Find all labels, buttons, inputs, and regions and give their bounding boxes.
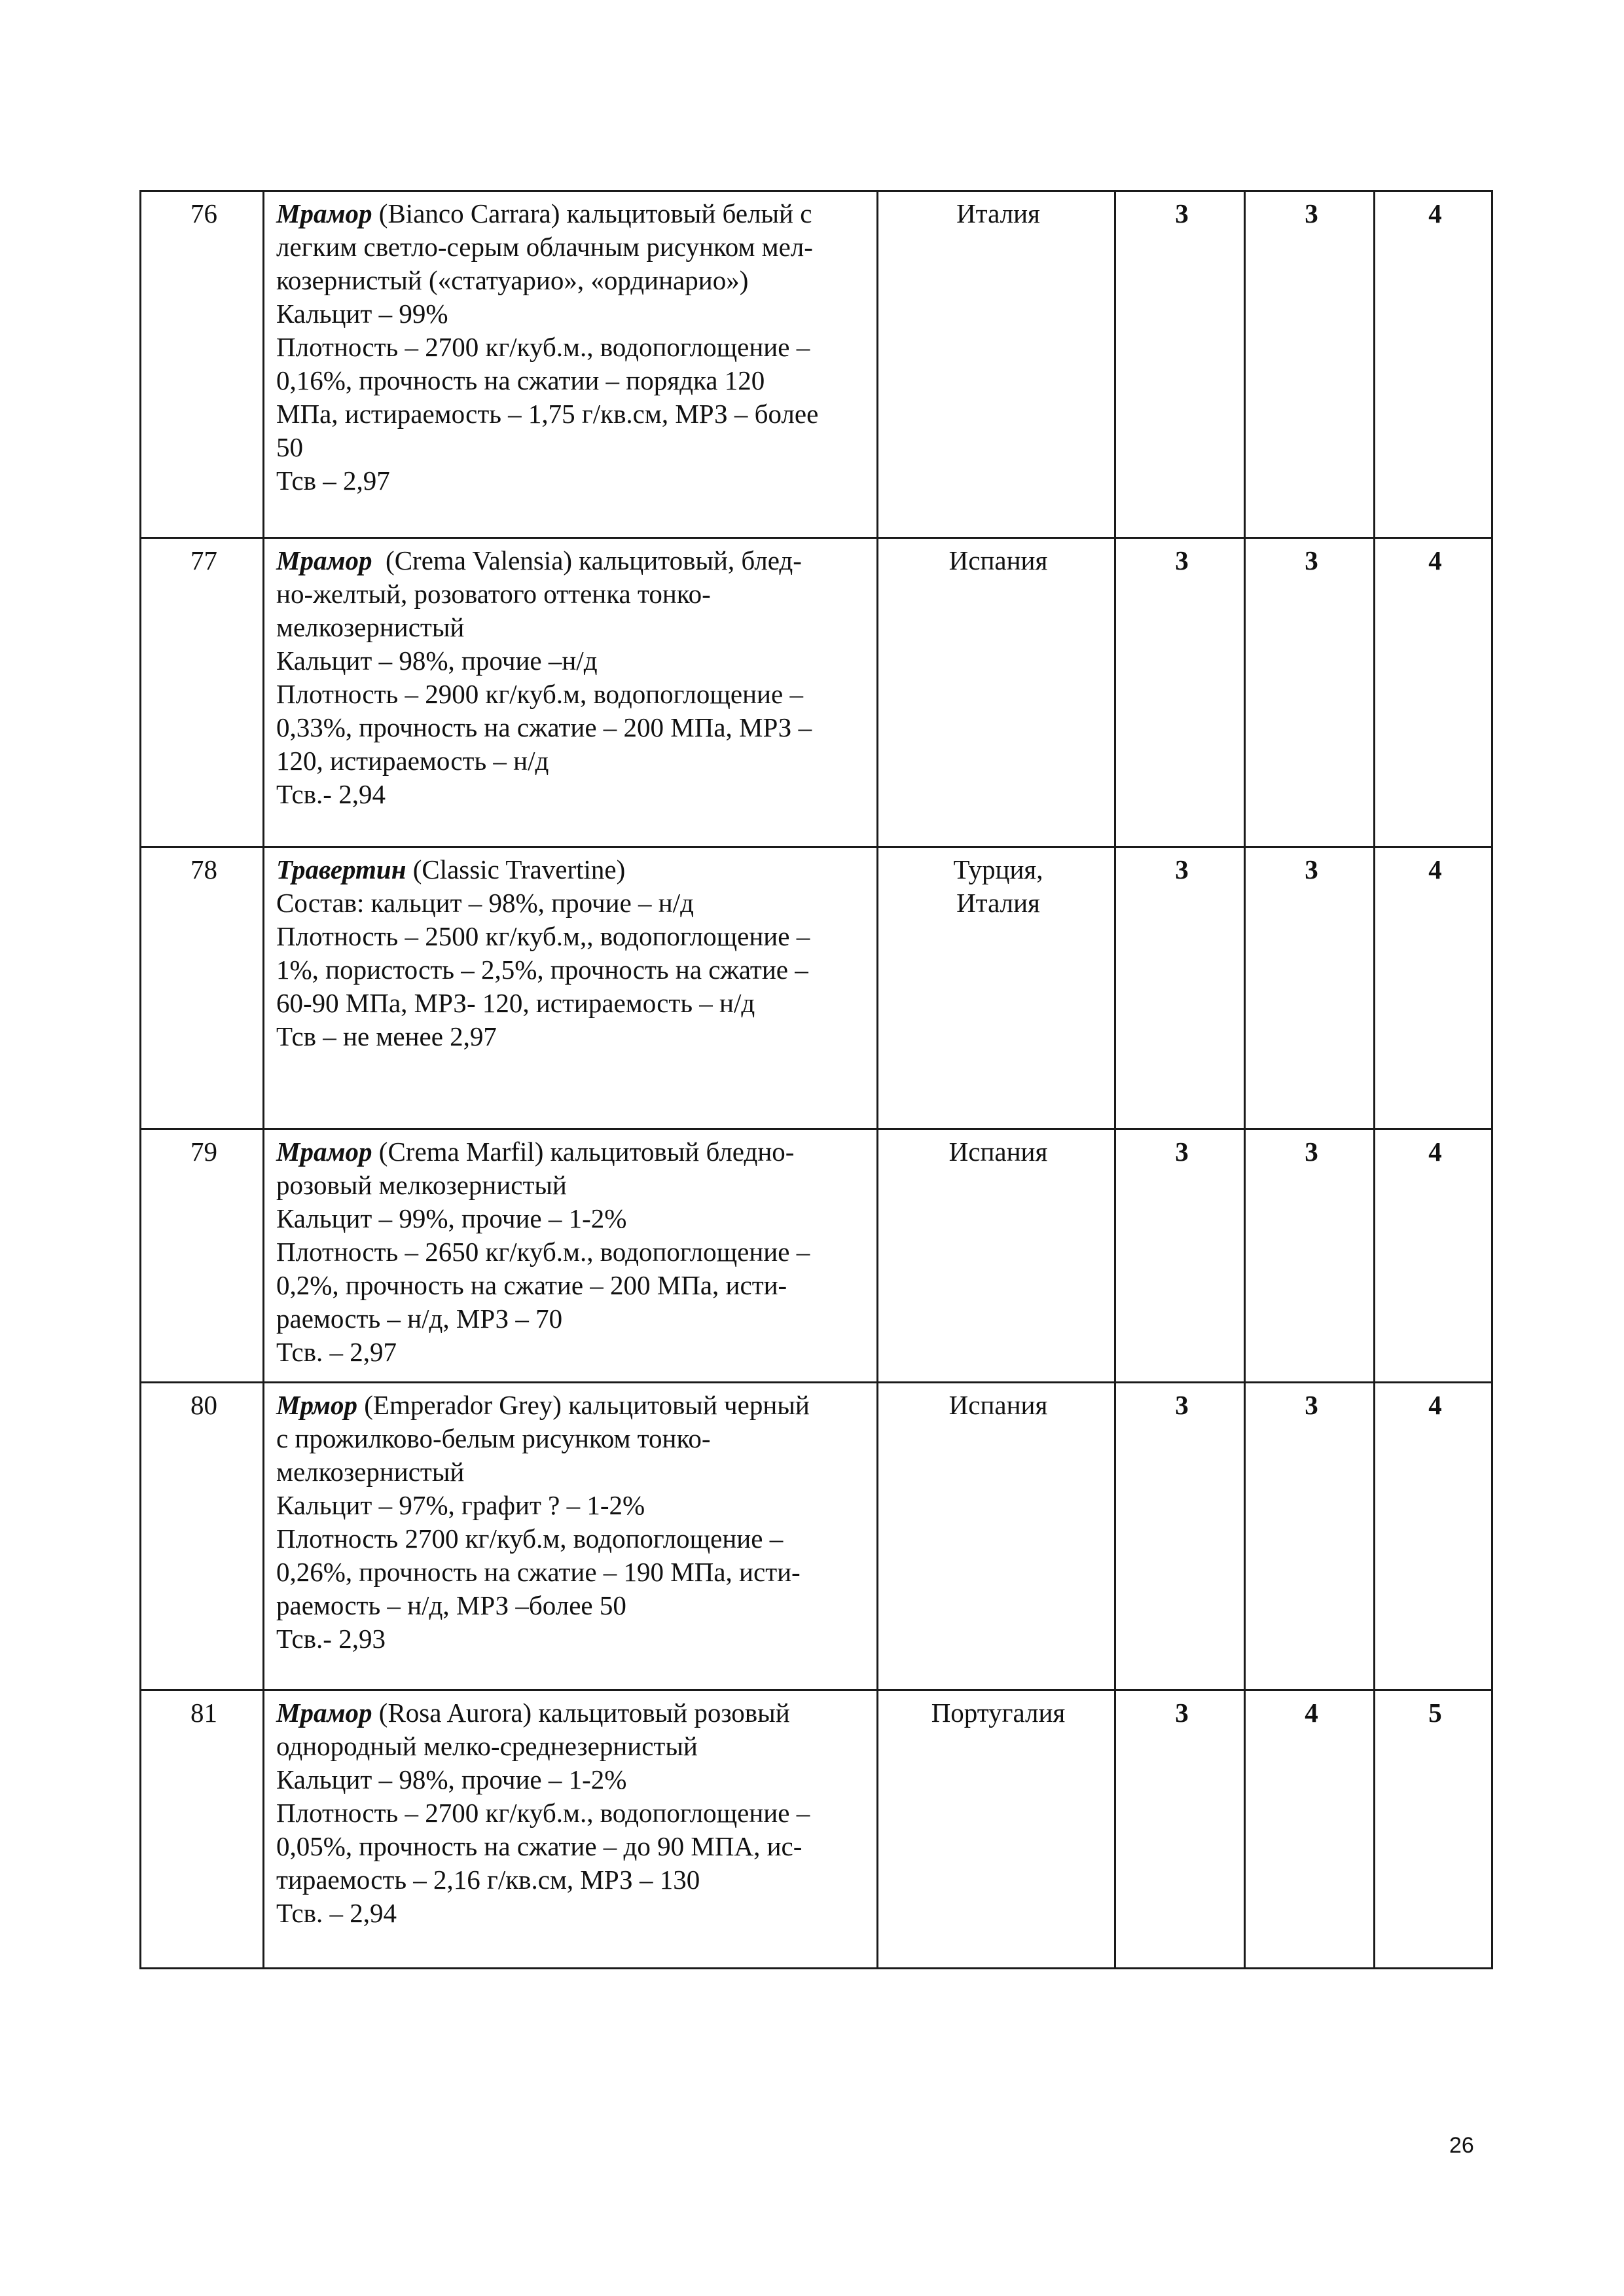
stone-type: Мрамор	[276, 1137, 372, 1167]
stone-description	[264, 847, 878, 1129]
score-3: 5	[1375, 1690, 1492, 1969]
description-line: тираемость – 2,16 г/кв.см, МРЗ – 130	[276, 1865, 700, 1895]
stone-name: (Emperador Grey) кальцитовый черный	[357, 1390, 810, 1420]
stone-description	[264, 538, 878, 847]
score-1: 3	[1115, 191, 1245, 538]
score-1: 3	[1115, 847, 1245, 1129]
score-1: 3	[1115, 538, 1245, 847]
description-first-line	[276, 1135, 869, 1169]
country: Испания	[948, 1137, 1048, 1167]
stone-name: (Crema Valensia) кальцитовый, блед-	[372, 545, 802, 575]
country-line-2: Италия	[956, 888, 1040, 918]
description-line: МПа, истираемость – 1,75 г/кв.см, МРЗ – более	[276, 399, 819, 429]
description-line: мелкозернистый	[276, 1457, 465, 1487]
row-number: 77	[141, 538, 264, 847]
score-2: 3	[1245, 1383, 1375, 1690]
description-line: 1%, пористость – 2,5%, прочность на сжатие –	[276, 955, 808, 985]
description-line: 0,16%, прочность на сжатии – порядка 120	[276, 365, 765, 395]
row-number: 76	[141, 191, 264, 538]
description-line: 50	[276, 432, 303, 462]
description-line: Тсв. – 2,97	[276, 1337, 397, 1367]
score-2: 3	[1245, 191, 1375, 538]
table-row	[141, 1383, 1492, 1690]
country: Италия	[956, 198, 1040, 228]
stone-name: (Classic Travertine)	[406, 854, 626, 884]
stone-type: Мрамор	[276, 1698, 372, 1728]
description-line: раемость – н/д, МРЗ –более 50	[276, 1590, 626, 1620]
description-line: Тсв.- 2,93	[276, 1624, 386, 1654]
country-cell	[878, 847, 1115, 1129]
table-row	[141, 538, 1492, 847]
country-cell	[878, 1690, 1115, 1969]
score-3: 4	[1375, 538, 1492, 847]
description-line: Плотность – 2900 кг/куб.м, водопоглощение –	[276, 679, 803, 709]
description-first-line	[276, 853, 869, 886]
description-line: Кальцит – 99%	[276, 299, 448, 329]
description-line: но-желтый, розоватого оттенка тонко-	[276, 579, 711, 609]
score-3: 4	[1375, 847, 1492, 1129]
table-row	[141, 1129, 1492, 1383]
description-line: раемость – н/д, МРЗ – 70	[276, 1303, 563, 1334]
stone-description	[264, 1690, 878, 1969]
stone-description	[264, 1383, 878, 1690]
description-line: однородный мелко-среднезернистый	[276, 1731, 698, 1761]
score-2: 3	[1245, 847, 1375, 1129]
country-cell	[878, 191, 1115, 538]
description-first-line	[276, 544, 869, 577]
description-line: Тсв. – 2,94	[276, 1898, 397, 1928]
table-row	[141, 1690, 1492, 1969]
stone-name: (Crema Marfil) кальцитовый бледно-	[372, 1137, 795, 1167]
description-line: 120, истираемость – н/д	[276, 746, 549, 776]
stone-description	[264, 191, 878, 538]
score-2: 4	[1245, 1690, 1375, 1969]
score-3: 4	[1375, 1129, 1492, 1383]
description-first-line	[276, 1389, 869, 1422]
description-line: Тсв.- 2,94	[276, 779, 386, 809]
table-row	[141, 191, 1492, 538]
description-line: Состав: кальцит – 98%, прочие – н/д	[276, 888, 694, 918]
description-line: 0,2%, прочность на сжатие – 200 МПа, исти-	[276, 1270, 787, 1300]
description-line: Плотность – 2650 кг/куб.м., водопоглощение –	[276, 1237, 810, 1267]
description-line: Кальцит – 97%, графит ? – 1-2%	[276, 1490, 645, 1520]
country: Испания	[948, 545, 1048, 575]
description-line: мелкозернистый	[276, 612, 465, 642]
description-line: легким светло-серым облачным рисунком мел-	[276, 232, 813, 262]
stone-type: Мрамор	[276, 198, 372, 228]
score-2: 3	[1245, 538, 1375, 847]
country-cell	[878, 538, 1115, 847]
country: Испания	[948, 1390, 1048, 1420]
description-line: с прожилково-белым рисунком тонко-	[276, 1423, 711, 1453]
description-line: Тсв – 2,97	[276, 465, 390, 496]
country-cell	[878, 1129, 1115, 1383]
country: Португалия	[931, 1698, 1066, 1728]
description-line: Плотность 2700 кг/куб.м, водопоглощение –	[276, 1523, 784, 1554]
score-1: 3	[1115, 1383, 1245, 1690]
page-number: 26	[1449, 2133, 1474, 2158]
score-3: 4	[1375, 191, 1492, 538]
description-first-line	[276, 197, 869, 230]
description-line: 0,26%, прочность на сжатие – 190 МПа, исти-	[276, 1557, 801, 1587]
stone-type: Мрмор	[276, 1390, 358, 1420]
description-line: Кальцит – 99%, прочие – 1-2%	[276, 1203, 627, 1233]
description-first-line	[276, 1696, 869, 1730]
description-line: 0,05%, прочность на сжатие – до 90 МПА, ис-	[276, 1831, 803, 1861]
row-number: 78	[141, 847, 264, 1129]
description-line: Кальцит – 98%, прочие – 1-2%	[276, 1764, 627, 1795]
score-1: 3	[1115, 1690, 1245, 1969]
stone-type: Мрамор	[276, 545, 372, 575]
table-body	[141, 191, 1492, 1969]
score-3: 4	[1375, 1383, 1492, 1690]
stone-description	[264, 1129, 878, 1383]
score-2: 3	[1245, 1129, 1375, 1383]
description-line: козернистый («статуарио», «ординарио»)	[276, 265, 749, 295]
row-number: 81	[141, 1690, 264, 1969]
description-line: розовый мелкозернистый	[276, 1170, 567, 1200]
description-line: Кальцит – 98%, прочие –н/д	[276, 646, 598, 676]
stone-type: Травертин	[276, 854, 406, 884]
country: Турция,	[953, 854, 1043, 884]
description-line: Плотность – 2700 кг/куб.м., водопоглощение –	[276, 1798, 810, 1828]
description-line: Плотность – 2500 кг/куб.м,, водопоглощение –	[276, 921, 810, 951]
row-number: 80	[141, 1383, 264, 1690]
description-line: Плотность – 2700 кг/куб.м., водопоглощение –	[276, 332, 810, 362]
stone-name: (Bianco Carrara) кальцитовый белый с	[372, 198, 812, 228]
row-number: 79	[141, 1129, 264, 1383]
stone-name: (Rosa Aurora) кальцитовый розовый	[372, 1698, 790, 1728]
description-line: Тсв – не менее 2,97	[276, 1021, 497, 1051]
table-row	[141, 847, 1492, 1129]
score-1: 3	[1115, 1129, 1245, 1383]
description-line: 0,33%, прочность на сжатие – 200 МПа, МРЗ –	[276, 712, 812, 742]
stone-materials-table	[139, 190, 1493, 1969]
description-line: 60-90 МПа, МРЗ- 120, истираемость – н/д	[276, 988, 755, 1018]
country-cell	[878, 1383, 1115, 1690]
